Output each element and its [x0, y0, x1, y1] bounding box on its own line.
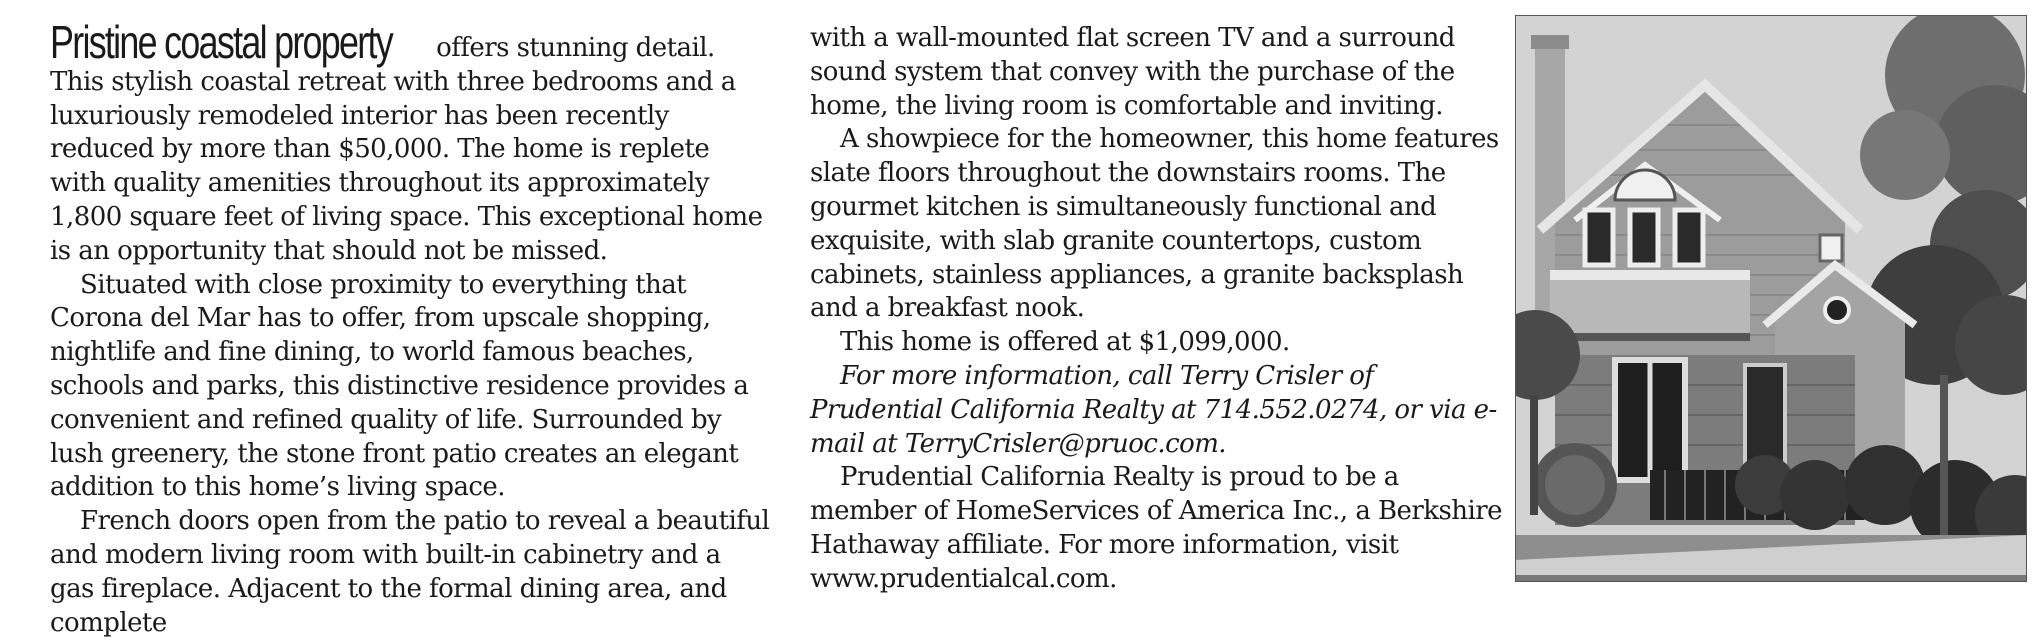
article-column-2: [810, 22, 1510, 597]
paragraph-living-room-continued: with a wall-mounted flat screen TV and a surround sound system that convey with the purchase of the home, the living room is comfortable and inviting.: [810, 23, 1455, 121]
headline: Pristine coastal property: [50, 16, 392, 68]
article-column-1: [50, 16, 770, 640]
paragraph-location: Situated with close proximity to everything that Corona del Mar has to offer, from upscale shopping, nightlife and fine dining, to world famous beaches, schools and parks, this distinctive residence provides a convenient and refined quality of life. Surrounded by lush greenery, the stone front patio creates an elegant addition to this home’s living space.: [50, 269, 749, 503]
paragraph-living-room: French doors open from the patio to reveal a beautiful and modern living room with built-in cabinetry and a gas fireplace. Adjacent to the formal dining area, and complete: [50, 506, 770, 638]
house-photo: [1515, 15, 2027, 582]
paragraph-contact: For more information, call Terry Crisler of Prudential California Realty at 714.552.0274, or via e-mail at TerryCrisler@pruoc.com.: [810, 360, 1497, 459]
paragraph-features: A showpiece for the homeowner, this home features slate floors throughout the downstairs rooms. The gourmet kitchen is simultaneously functional and exquisite, with slab granite countertops, custom cabinets, stainless appliances, a granite backsplash and a breakfast nook.: [810, 124, 1499, 324]
paragraph-affiliation: Prudential California Realty is proud to be a member of HomeServices of America Inc., a Berkshire Hathaway affiliate. For more information, visit www.prudentialcal.com.: [810, 462, 1502, 594]
paragraph-price: This home is offered at $1,099,000.: [840, 327, 1290, 358]
paragraph-intro: [50, 16, 770, 269]
paragraph-intro-text: offers stunning detail. This stylish coastal retreat with three bedrooms and a luxuriously remodeled interior has been recently reduced by more than $50,000. The home is replete with quality amenities throughout its approximately 1,800 square feet of living space. This exceptional home is an opportunity that should not be missed.: [50, 33, 763, 266]
